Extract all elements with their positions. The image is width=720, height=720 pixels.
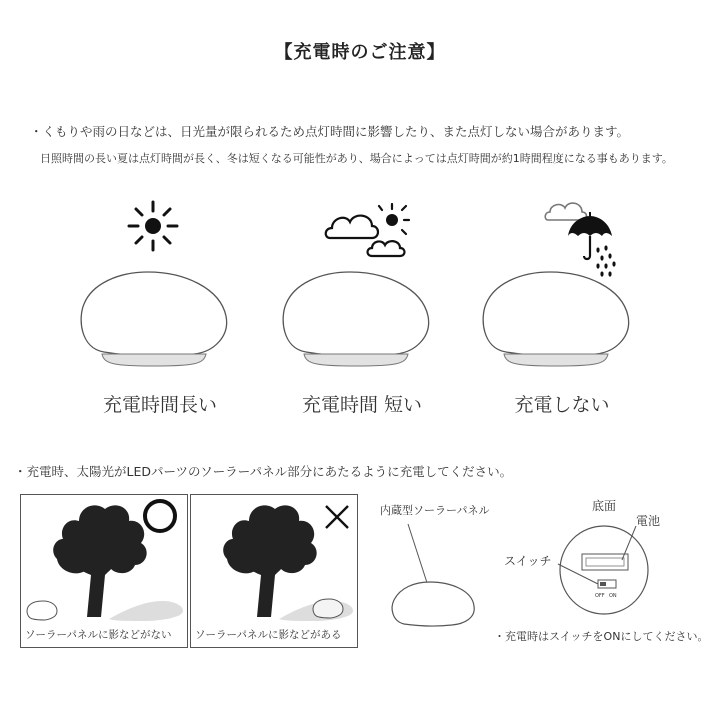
- circle-ok-icon: [143, 499, 177, 533]
- good-example-caption: ソーラーパネルに影などがない: [25, 629, 172, 641]
- note-weather: ・くもりや雨の日などは、日光量が限られるため点灯時間に影響したり、また点灯しない場合があります。: [30, 124, 630, 139]
- page-title: 【充電時のご注意】: [274, 42, 446, 63]
- sun-icon: [125, 198, 181, 254]
- switch-label: スイッチ: [504, 554, 552, 568]
- bottom-view-diagram: [556, 516, 656, 618]
- good-example-panel: [20, 494, 188, 648]
- stone-lamp-2: [276, 268, 436, 370]
- stone-lamp-small: [311, 597, 345, 621]
- stone-lamp-1: [74, 268, 234, 370]
- bottom-label: 底面: [592, 499, 617, 513]
- note-charging: ・充電時、太陽光がLEDパーツのソーラーパネル部分にあたるように充電してください。: [14, 464, 513, 479]
- solar-panel-label: 内蔵型ソーラーパネル: [380, 504, 490, 517]
- bad-example-caption: ソーラーパネルに影などがある: [195, 629, 342, 641]
- stone-lamp-small: [25, 599, 59, 623]
- caption-rainy: 充電しない: [514, 394, 610, 416]
- shadow-icon: [103, 595, 187, 623]
- switch-note: ・充電時はスイッチをONにしてください。: [494, 630, 709, 643]
- note-season: 日照時間の長い夏は点灯時間が長く、冬は短くなる可能性があり、場合によっては点灯時間が約1時間程度になる事もあります。: [40, 152, 673, 165]
- caption-sunny: 充電時間長い: [102, 394, 217, 416]
- battery-label: 電池: [636, 514, 661, 528]
- stone-lamp-3: [476, 268, 636, 370]
- switch-on-label: ON: [609, 593, 617, 599]
- lamp-with-panel: [386, 520, 482, 634]
- cloud-sun-icon: [322, 200, 414, 262]
- cross-ng-icon: [323, 503, 351, 531]
- switch-off-label: OFF: [595, 593, 605, 599]
- caption-cloudy: 充電時間 短い: [301, 394, 423, 416]
- bad-example-panel: [190, 494, 358, 648]
